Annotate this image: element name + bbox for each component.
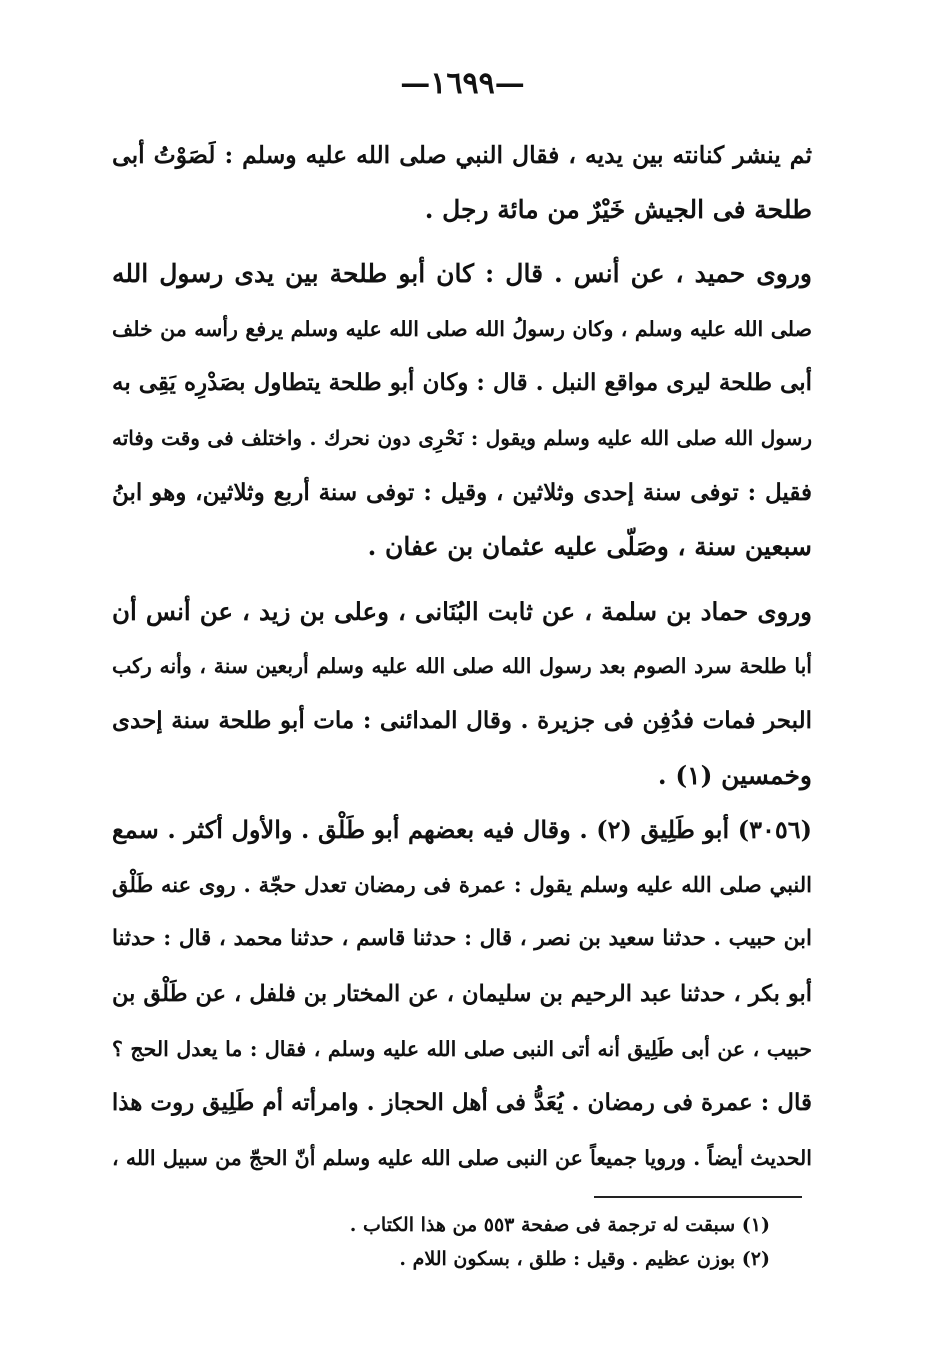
text-line: سبعين سنة ، وصَلّى عليه عثمان بن عفان . (367, 532, 812, 562)
text-line: أبو بكر ، حدثنا عبد الرحيم بن سليمان ، عن المختار بن فلفل ، عن طَلْق بن (112, 980, 812, 1007)
paragraph-4 (112, 803, 812, 1185)
text-line: قال : عمرة فى رمضان . يُعَدُّ فى أهل الحجاز . وامرأته أم طَلِيق روت هذا (112, 1089, 812, 1117)
text-line: (٣٠٥٦) أبو طَلِيق (٢) . وقال فيه بعضهم أبو طَلْق . والأول أكثر . سمع (112, 815, 812, 845)
footnote-2: (٢) بوزن عظيم . وقيل : طلق ، بسكون اللام . (399, 1248, 770, 1270)
text-line: النبي صلى الله عليه وسلم يقول : عمرة فى رمضان تعدل حجّة . روى عنه طَلْق (112, 871, 812, 897)
text-line: رسول الله صلى الله عليه وسلم ويقول : نَحْرِى دون نحرك . واختلف فى وقت وفاته (112, 425, 812, 450)
text-line: أبا طلحة سرد الصوم بعد رسول الله صلى الله عليه وسلم أربعين سنة ، وأنه ركب (112, 654, 812, 679)
text-line: الحديث أيضاً . ورويا جميعاً عن النبى صلى الله عليه وسلم أنّ الحجّ من سبيل الله ، (112, 1145, 812, 1170)
paragraph-2 (112, 247, 812, 575)
text-line: فقيل : توفى سنة إحدى وثلاثين ، وقيل : توفى سنة أربع وثلاثين، وهو ابنُ (112, 478, 812, 506)
paragraph-1 (112, 128, 812, 237)
text-line: ثم ينشر كنانته بين يديه ، فقال النبي صلى الله عليه وسلم : لَصَوْتُ أبى (112, 141, 812, 169)
footnotes (300, 1208, 770, 1276)
text-line: ابن حبيب . حدثنا سعيد بن نصر ، قال : حدثنا قاسم ، حدثنا محمد ، قال : حدثنا (112, 926, 812, 952)
text-line: البحر فمات فدُفِن فى جزيرة . وقال المدائنى : مات أبو طلحة سنة إحدى (112, 706, 812, 734)
footnote-divider (594, 1196, 802, 1198)
text-line: حبيب ، عن أبى طَلِيق أنه أتى النبى صلى الله عليه وسلم ، فقال : ما يعدل الحج ؟ (112, 1036, 812, 1061)
text-line: وروى حماد بن سلمة ، عن ثابت البُنَانى ، وعلى بن زيد ، عن أنس أن (112, 596, 812, 626)
main-text (112, 128, 812, 1185)
footnote-1: (١) سبقت له ترجمة فى صفحة ٥٥٣ من هذا الكتاب . (349, 1214, 770, 1236)
text-line: وروى حميد ، عن أنس . قال : كان أبو طلحة بين يدى رسول الله (112, 259, 812, 289)
paragraph-3 (112, 585, 812, 803)
text-line: وخمسين (١) . (657, 760, 812, 790)
text-line: طلحة فى الجيش خَيْرٌ من مائة رجل . (424, 194, 812, 224)
text-line: صلى الله عليه وسلم ، وكان رسولُ الله صلى الله عليه وسلم يرفع رأسه من خلف (112, 316, 812, 341)
text-line: أبى طلحة ليرى مواقع النبل . قال : وكان أبو طلحة يتطاول بصَدْرِه يَقِى به (112, 369, 812, 397)
page-number: —١٦٩٩— (400, 66, 525, 101)
